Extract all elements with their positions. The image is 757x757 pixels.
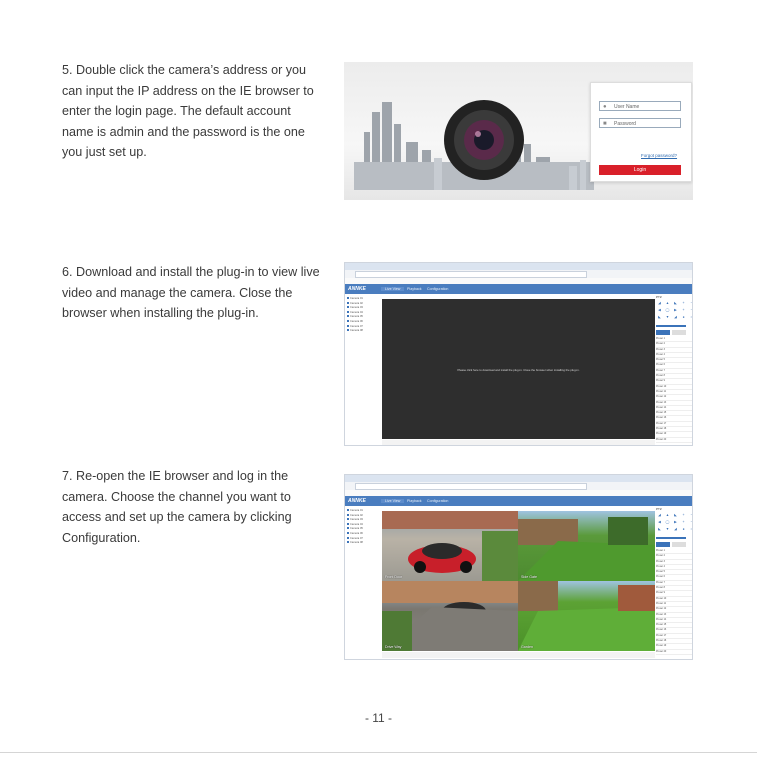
ptz-up-right-icon[interactable]: ◣ (674, 513, 677, 517)
camera-feed-drive-way[interactable] (382, 581, 518, 651)
preset-item[interactable]: Preset 12 (656, 607, 692, 612)
focus-in-icon[interactable]: + (682, 308, 685, 312)
camera-tree-item[interactable]: Camera 03 (347, 306, 381, 311)
preset-item[interactable]: Preset 10 (656, 385, 692, 390)
ptz-controls (656, 513, 692, 533)
login-panel (590, 82, 692, 182)
preset-item[interactable]: Preset 12 (656, 395, 692, 400)
preset-item[interactable]: Preset 19 (656, 644, 692, 649)
camera-feed-side-gate[interactable] (518, 511, 655, 581)
camera-label: Drive Way (385, 645, 402, 649)
preset-item[interactable]: Preset 1 (656, 337, 692, 342)
tab-playback[interactable]: Playback (407, 286, 422, 291)
address-input[interactable] (355, 271, 587, 278)
user-icon: ● (603, 104, 607, 110)
focus-out-icon[interactable]: − (690, 308, 693, 312)
preset-tab[interactable] (656, 542, 670, 547)
ptz-speed-slider[interactable] (656, 537, 686, 539)
preset-item[interactable]: Preset 20 (656, 438, 692, 443)
tab-configuration[interactable]: Configuration (427, 286, 449, 291)
preset-list (656, 337, 692, 443)
preset-item[interactable]: Preset 14 (656, 406, 692, 411)
preset-item[interactable]: Preset 16 (656, 628, 692, 633)
page-divider (0, 752, 757, 753)
camera-tree-item[interactable]: Camera 03 (347, 518, 381, 523)
ptz-up-right-icon[interactable]: ◣ (674, 301, 677, 305)
zoom-out-icon[interactable]: − (690, 301, 693, 305)
preset-item[interactable]: Preset 16 (656, 416, 692, 421)
patrol-tab[interactable] (672, 542, 686, 547)
preset-list (656, 549, 692, 655)
preset-item[interactable]: Preset 3 (656, 560, 692, 565)
iris-open-icon[interactable]: ● (682, 315, 685, 319)
preset-item[interactable]: Preset 4 (656, 353, 692, 358)
ptz-label: PTZ (656, 507, 662, 511)
zoom-out-icon[interactable]: − (690, 513, 693, 517)
camera-label: Side Gate (521, 575, 537, 579)
ptz-left-icon[interactable]: ◀ (658, 308, 661, 312)
step-6-text: 6. Download and install the plug-in to view live video and manage the camera. Close the browser when installing the plug-in. (62, 265, 320, 320)
ptz-left-icon[interactable]: ◀ (658, 520, 661, 524)
ptz-auto-icon[interactable]: ◯ (665, 520, 670, 524)
zoom-in-icon[interactable]: + (682, 301, 685, 305)
camera-tree-item[interactable]: Camera 06 (347, 320, 381, 325)
ptz-right-icon[interactable]: ▶ (674, 308, 677, 312)
preset-item[interactable]: Preset 13 (656, 401, 692, 406)
plugin-page-screenshot (344, 262, 693, 446)
camera-tree-item[interactable]: Camera 08 (347, 541, 381, 546)
preset-item[interactable]: Preset 13 (656, 613, 692, 618)
camera-tree-item[interactable]: Camera 04 (347, 311, 381, 316)
camera-feed-garden[interactable] (518, 581, 655, 651)
preset-item[interactable]: Preset 2 (656, 554, 692, 559)
step-7-text: 7. Re-open the IE browser and log in the camera. Choose the channel you want to access and set up the camera by clicking Configuration. (62, 469, 292, 545)
camera-tree-item[interactable]: Camera 05 (347, 315, 381, 320)
page-number: - 11 - (364, 711, 393, 725)
login-page-screenshot (344, 62, 693, 200)
preset-item[interactable]: Preset 11 (656, 390, 692, 395)
forgot-password-link[interactable]: Forgot password? (641, 153, 678, 158)
ptz-down-left-icon[interactable]: ◣ (658, 315, 661, 319)
preset-item[interactable]: Preset 1 (656, 549, 692, 554)
iris-open-icon[interactable]: ● (682, 527, 685, 531)
garden-scene-image (518, 511, 655, 581)
iris-close-icon[interactable]: ○ (690, 315, 693, 319)
ptz-up-left-icon[interactable]: ◢ (658, 301, 661, 305)
preset-tabs (656, 542, 692, 547)
preset-item[interactable]: Preset 6 (656, 575, 692, 580)
tab-live-view[interactable]: Live View (381, 499, 404, 503)
preset-item[interactable]: Preset 19 (656, 432, 692, 437)
car-scene-image (382, 511, 518, 581)
password-placeholder: Password (614, 121, 636, 127)
ptz-panel (656, 507, 692, 655)
camera-tree-item[interactable]: Camera 06 (347, 532, 381, 537)
ptz-down-icon[interactable]: ▼ (665, 315, 670, 319)
preset-item[interactable]: Preset 14 (656, 618, 692, 623)
password-field[interactable] (599, 118, 681, 128)
lawn-scene-image (518, 581, 655, 651)
ptz-up-left-icon[interactable]: ◢ (658, 513, 661, 517)
camera-tree-item[interactable]: Camera 01 (347, 509, 381, 514)
preset-item[interactable]: Preset 5 (656, 570, 692, 575)
preset-item[interactable]: Preset 3 (656, 348, 692, 353)
preset-tab[interactable] (656, 330, 670, 335)
camera-tree-item[interactable]: Camera 07 (347, 537, 381, 542)
ptz-down-right-icon[interactable]: ◢ (674, 315, 677, 319)
preset-item[interactable]: Preset 7 (656, 369, 692, 374)
ptz-down-left-icon[interactable]: ◣ (658, 527, 661, 531)
preset-item[interactable]: Preset 15 (656, 411, 692, 416)
camera-label: Garden (521, 645, 533, 649)
focus-out-icon[interactable]: − (690, 520, 693, 524)
tab-live-view[interactable]: Live View (381, 287, 404, 291)
preset-item[interactable]: Preset 18 (656, 639, 692, 644)
camera-tree-item[interactable]: Camera 07 (347, 325, 381, 330)
ptz-auto-icon[interactable]: ◯ (665, 308, 670, 312)
camera-tree-item[interactable]: Camera 04 (347, 523, 381, 528)
ptz-label: PTZ (656, 295, 662, 299)
preset-item[interactable]: Preset 11 (656, 602, 692, 607)
camera-tree-item[interactable]: Camera 05 (347, 527, 381, 532)
login-button[interactable]: Login (599, 165, 681, 175)
preset-item[interactable]: Preset 4 (656, 565, 692, 570)
tab-configuration[interactable]: Configuration (427, 498, 449, 503)
browser-title-bar (345, 263, 692, 270)
iris-close-icon[interactable]: ○ (690, 527, 693, 531)
camera-tree-item[interactable]: Camera 02 (347, 302, 381, 307)
annke-logo: ANNKE (348, 286, 366, 292)
viewer-toolbar (382, 652, 655, 658)
preset-item[interactable]: Preset 7 (656, 581, 692, 586)
preset-item[interactable]: Preset 20 (656, 650, 692, 655)
app-header (345, 496, 692, 506)
camera-tree (347, 509, 381, 546)
ptz-down-right-icon[interactable]: ◢ (674, 527, 677, 531)
camera-label: Front Door (385, 575, 403, 579)
live-view-screenshot (344, 474, 693, 660)
video-viewer[interactable] (382, 299, 655, 439)
camera-tree-item[interactable]: Camera 01 (347, 297, 381, 302)
ptz-panel (656, 295, 692, 443)
address-input[interactable] (355, 483, 587, 490)
zoom-in-icon[interactable]: + (682, 513, 685, 517)
preset-item[interactable]: Preset 2 (656, 342, 692, 347)
preset-tabs (656, 330, 692, 335)
lock-icon: ■ (603, 121, 607, 127)
driveway-scene-image (382, 581, 518, 651)
camera-tree-item[interactable]: Camera 08 (347, 329, 381, 334)
step-5-text: 5. Double click the camera’s address or you can input the IP address on the IE browser to enter the login page. The default account name is admin and the password is the one you just set up. (62, 63, 314, 159)
ptz-speed-slider[interactable] (656, 325, 686, 327)
preset-item[interactable]: Preset 17 (656, 422, 692, 427)
app-header (345, 284, 692, 294)
ptz-controls (656, 301, 692, 321)
ptz-down-icon[interactable]: ▼ (665, 527, 670, 531)
preset-item[interactable]: Preset 5 (656, 358, 692, 363)
ptz-up-icon[interactable]: ▲ (665, 301, 670, 305)
ptz-right-icon[interactable]: ▶ (674, 520, 677, 524)
viewer-toolbar (382, 440, 655, 446)
preset-item[interactable]: Preset 18 (656, 427, 692, 432)
preset-item[interactable]: Preset 6 (656, 363, 692, 368)
patrol-tab[interactable] (672, 330, 686, 335)
preset-item[interactable]: Preset 8 (656, 374, 692, 379)
preset-item[interactable]: Preset 10 (656, 597, 692, 602)
camera-tree (347, 297, 381, 334)
tab-playback[interactable]: Playback (407, 498, 422, 503)
username-field[interactable] (599, 101, 681, 111)
preset-item[interactable]: Preset 8 (656, 586, 692, 591)
camera-feed-front-door[interactable] (382, 511, 518, 581)
preset-item[interactable]: Preset 9 (656, 591, 692, 596)
preset-item[interactable]: Preset 17 (656, 634, 692, 639)
plugin-download-message[interactable]: Please click here to download and install the plug-in. Close the browser when installing the plug-in. (457, 368, 580, 372)
preset-item[interactable]: Preset 9 (656, 379, 692, 384)
focus-in-icon[interactable]: + (682, 520, 685, 524)
annke-logo: ANNKE (348, 498, 366, 504)
browser-title-bar (345, 475, 692, 482)
ptz-up-icon[interactable]: ▲ (665, 513, 670, 517)
username-placeholder: User Name (614, 104, 640, 110)
preset-item[interactable]: Preset 15 (656, 623, 692, 628)
camera-tree-item[interactable]: Camera 02 (347, 514, 381, 519)
